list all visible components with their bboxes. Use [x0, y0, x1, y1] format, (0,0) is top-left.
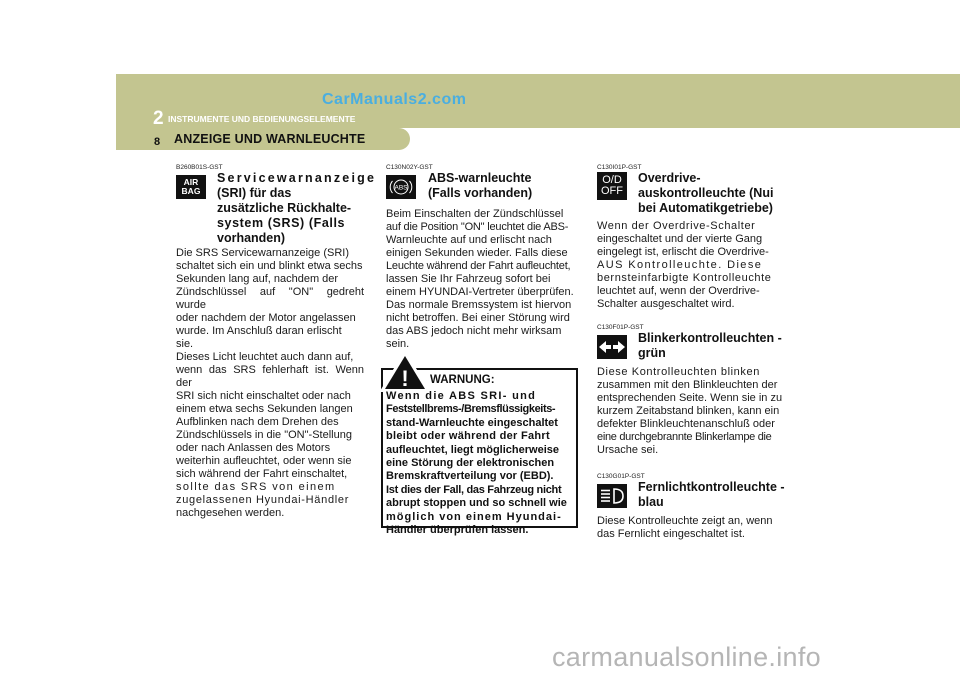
- highbeam-body-line: Diese Kontrolleuchte zeigt an, wenn: [597, 515, 773, 527]
- srs-code: B260B01S-GST: [176, 164, 223, 171]
- abs-body-line: Leuchte während der Fahrt aufleuchtet,: [386, 260, 571, 272]
- turn-body-line: eine durchgebrannte Blinkerlampe die: [597, 431, 772, 443]
- srs-body-line: sollte das SRS von einem: [176, 481, 336, 493]
- warning-triangle-icon: [380, 352, 430, 392]
- abs-body-line: auf die Position "ON" leuchtet die ABS-: [386, 221, 569, 233]
- chapter-number: 2: [153, 108, 164, 129]
- srs-body-line: oder nach Anlassen des Motors: [176, 442, 331, 454]
- svg-text:!: !: [401, 366, 409, 391]
- warning-text: [386, 390, 574, 537]
- overdrive-heading: [638, 171, 786, 216]
- warning-line: abrupt stoppen und so schnell wie: [386, 497, 567, 510]
- abs-body-line: sein.: [386, 338, 410, 350]
- srs-heading-line: system (SRS) (Falls: [217, 216, 346, 230]
- highbeam-heading: [638, 480, 788, 510]
- abs-heading-line: (Falls vorhanden): [428, 186, 533, 200]
- overdrive-body-line: Schalter ausgeschaltet wird.: [597, 298, 735, 310]
- overdrive-body-line: leuchtet auf, wenn der Overdrive-: [597, 285, 760, 297]
- warning-line: bleibt oder während der Fahrt: [386, 430, 550, 443]
- abs-body-line: lassen Sie Ihr Fahrzeug sofort bei: [386, 273, 551, 285]
- srs-body-line: Die SRS Servicewarnanzeige (SRI): [176, 247, 350, 259]
- srs-body-line: Sekunden lang auf, nachdem der: [176, 273, 339, 285]
- warning-line: möglich von einem Hyundai-: [386, 510, 562, 523]
- turn-body: [597, 366, 785, 457]
- srs-body-line: SRI sich nicht einschaltet oder nach: [176, 390, 351, 402]
- abs-body-line: einigen Sekunden wieder. Falls diese: [386, 247, 568, 259]
- high-beam-icon: [597, 484, 627, 508]
- highbeam-body-line: das Fernlicht eingeschaltet ist.: [597, 528, 745, 540]
- turn-body-line: kurzem Zeitabstand blinken, kann ein: [597, 405, 780, 417]
- overdrive-body-line: bernsteinfarbigte Kontrolleuchte: [597, 272, 772, 284]
- warning-line: Wenn die ABS SRI- und: [386, 390, 537, 402]
- srs-body: [176, 247, 364, 520]
- overdrive-body: [597, 220, 785, 311]
- turn-arrows-graphic: [598, 339, 626, 355]
- warning-line: aufleuchtet, liegt möglicherweise: [386, 443, 559, 456]
- srs-body-line: Aufblinken nach dem Drehen des: [176, 416, 339, 428]
- turn-body-line: Ursache sei.: [597, 444, 659, 456]
- srs-body-line: weiterhin aufleuchtet, oder wenn sie: [176, 455, 352, 467]
- turn-heading: [638, 331, 788, 361]
- turn-body-line: defekter Blinkleuchtenanschluß oder: [597, 418, 775, 430]
- page-number: 8: [154, 136, 161, 148]
- abs-icon: [386, 175, 416, 199]
- section-title: ANZEIGE UND WARNLEUCHTE: [174, 132, 366, 146]
- srs-body-line: Dieses Licht leuchtet auch dann auf,: [176, 351, 354, 363]
- turn-body-line: zusammen mit den Blinkleuchten der: [597, 379, 778, 391]
- overdrive-body-line: AUS Kontrolleuchte. Diese: [597, 259, 763, 271]
- srs-body-line: nachgesehen werden.: [176, 507, 285, 519]
- overdrive-body-line: eingeschaltet und der vierte Gang: [597, 233, 763, 245]
- srs-body-line: einem etwa sechs Sekunden langen: [176, 403, 353, 415]
- high-beam-graphic: [599, 487, 625, 505]
- turn-body-line: entsprechenden Seite. Wenn sie in zu: [597, 392, 783, 404]
- turn-body-line: Diese Kontrolleuchten blinken: [597, 366, 760, 378]
- airbag-icon-text-bottom: BAG: [181, 186, 201, 196]
- srs-body-line: oder nachdem der Motor angelassen: [176, 312, 356, 324]
- overdrive-code: C130I01P-GST: [597, 164, 642, 171]
- abs-body: [386, 208, 574, 351]
- abs-code: C130N02Y-GST: [386, 164, 433, 171]
- srs-body-line: wurde. Im Anschluß daran erlischt: [176, 325, 342, 337]
- svg-text:ABS: ABS: [394, 184, 408, 192]
- srs-heading-line: zusätzliche Rückhalte-: [217, 201, 352, 215]
- abs-body-line: einem HYUNDAI-Vertreter überprüfen.: [386, 286, 574, 298]
- srs-heading-line: Servicewarnanzeige: [217, 171, 377, 185]
- overdrive-heading-line: auskontrolleuchte (Nui: [638, 186, 774, 200]
- abs-body-line: das ABS jedoch nicht mehr wirksam: [386, 325, 562, 337]
- srs-heading-line: vorhanden): [217, 231, 286, 245]
- overdrive-heading-line: Overdrive-: [638, 171, 701, 185]
- highbeam-heading-line: Fernlichtkontrolleuchte -: [638, 480, 785, 494]
- srs-body-line: zugelassenen Hyundai-Händler: [176, 494, 350, 506]
- overdrive-icon-text-top: O/D: [602, 174, 622, 186]
- turn-code: C130F01P-GST: [597, 324, 644, 331]
- overdrive-heading-line: bei Automatikgetriebe): [638, 201, 773, 215]
- chapter-title: INSTRUMENTE UND BEDIENUNGSELEMENTE: [168, 114, 356, 124]
- srs-body-line: sich während der Fahrt einschaltet,: [176, 468, 348, 480]
- turn-heading-line: grün: [638, 346, 666, 360]
- highbeam-body: [597, 515, 785, 541]
- srs-body-line: Zündschlüssel auf "ON" gedreht wurde: [176, 286, 364, 311]
- abs-heading-line: ABS-warnleuchte: [428, 171, 532, 185]
- abs-body-line: Das normale Bremssystem ist hiervon: [386, 299, 572, 311]
- srs-body-line: wenn das SRS fehlerhaft ist. Wenn der: [176, 364, 364, 389]
- overdrive-body-line: Wenn der Overdrive-Schalter: [597, 220, 756, 232]
- warning-line: Feststellbrems-/Bremsflüssigkeits-: [386, 403, 556, 416]
- overdrive-body-line: eingelegt ist, erlischt die Overdrive-: [597, 246, 769, 258]
- airbag-icon-text-top: AIR: [183, 177, 199, 187]
- highbeam-code: C130G01P-GST: [597, 473, 645, 480]
- abs-body-line: Beim Einschalten der Zündschlüssel: [386, 208, 564, 220]
- abs-heading: [428, 171, 578, 201]
- top-watermark[interactable]: CarManuals2.com: [322, 91, 467, 108]
- turn-heading-line: Blinkerkontrolleuchten -: [638, 331, 782, 345]
- abs-icon-graphic: [389, 178, 413, 196]
- srs-heading-line: (SRI) für das: [217, 186, 292, 200]
- overdrive-off-icon: [597, 172, 627, 200]
- warning-line: eine Störung der elektronischen: [386, 457, 555, 470]
- highbeam-heading-line: blau: [638, 495, 664, 509]
- bottom-watermark[interactable]: carmanualsonline.info: [552, 642, 821, 672]
- overdrive-icon-text-bottom: OFF: [601, 185, 623, 197]
- abs-body-line: nicht betroffen. Bei einer Störung wird: [386, 312, 570, 324]
- srs-body-line: sie.: [176, 338, 194, 350]
- warning-line: Ist dies der Fall, das Fahrzeug nicht: [386, 483, 562, 496]
- warning-line: Bremskraftverteilung vor (EBD).: [386, 470, 554, 483]
- srs-heading: [217, 171, 377, 246]
- srs-body-line: Zündschlüssels in die "ON"-Stellung: [176, 429, 352, 441]
- srs-body-line: schaltet sich ein und blinkt etwa sechs: [176, 260, 363, 272]
- abs-body-line: Warnleuchte auf und erlischt nach: [386, 234, 552, 246]
- warning-line: Händler überprüfen lassen.: [386, 524, 529, 537]
- airbag-icon: [176, 175, 206, 199]
- warning-line: stand-Warnleuchte eingeschaltet: [386, 416, 558, 429]
- warning-title: WARNUNG:: [430, 374, 495, 386]
- turn-signal-arrows-icon: [597, 335, 627, 359]
